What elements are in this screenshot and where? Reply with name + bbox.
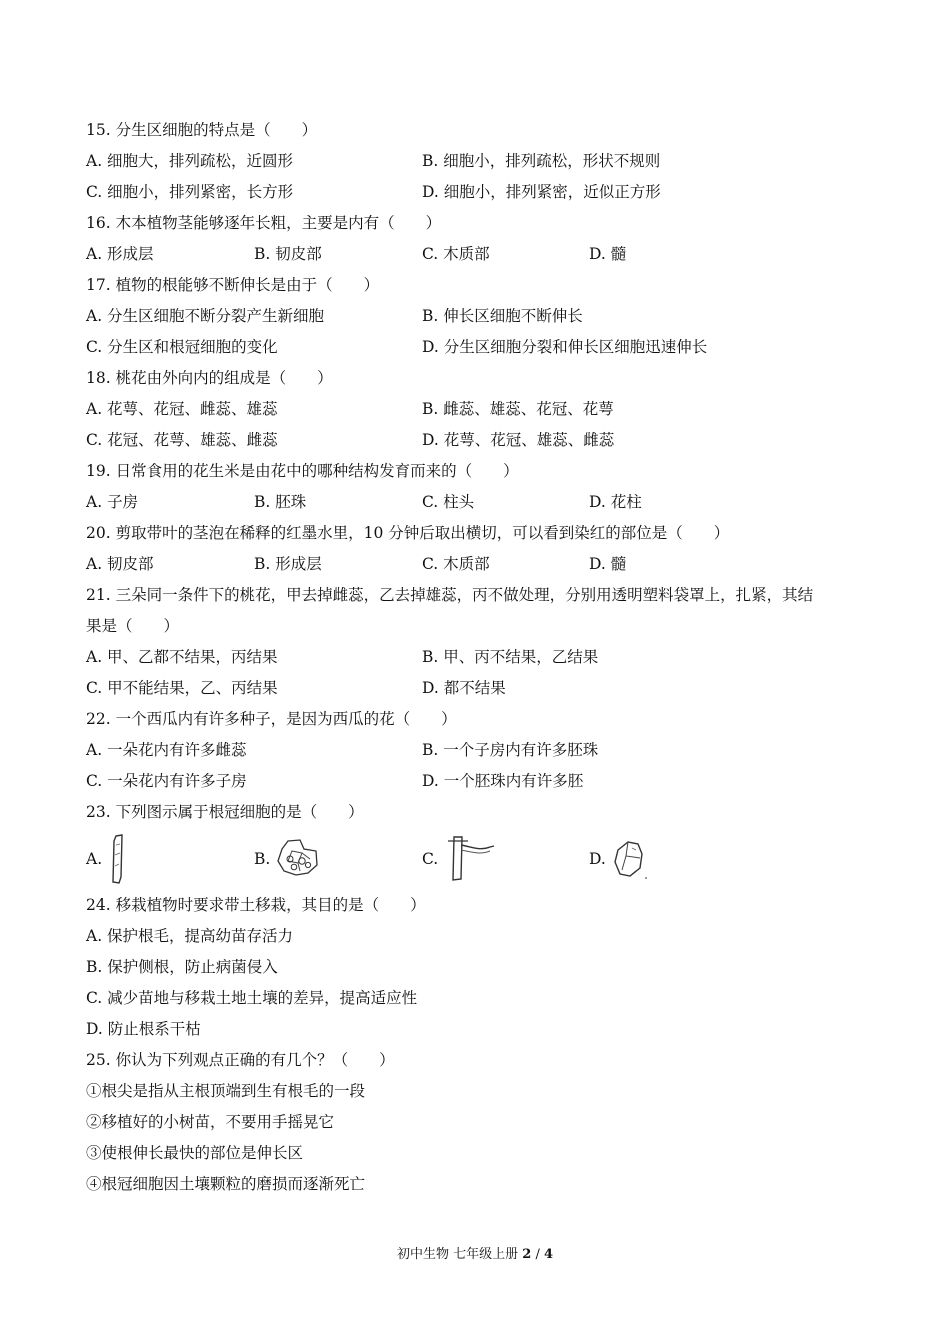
question-22-stem: 22. 一个西瓜内有许多种子，是因为西瓜的花（ ） xyxy=(86,710,457,728)
question-19-stem: 19. 日常食用的花生米是由花中的哪种结构发育而来的（ ） xyxy=(86,462,519,480)
root-hair-cell-figure xyxy=(442,833,502,885)
question-19-option-a: A. 子房 xyxy=(86,493,139,511)
question-20-stem: 20. 剪取带叶的茎泡在稀释的红墨水里，10 分钟后取出横切，可以看到染红的部位是（ ） xyxy=(86,524,730,542)
footer-subject: 初中生物 七年级上册 xyxy=(396,1247,519,1262)
question-19-option-c: C. 柱头 xyxy=(422,493,475,511)
question-16-options xyxy=(86,239,876,270)
elongated-cell-figure xyxy=(106,833,130,885)
question-21-option-b: B. 甲、丙不结果，乙结果 xyxy=(422,648,599,666)
question-23-figure-options xyxy=(86,828,876,890)
question-23-option-a-label: A. xyxy=(86,850,103,868)
question-16-option-c: C. 木质部 xyxy=(422,245,490,263)
question-19-options xyxy=(86,487,876,518)
question-20-option-d: D. 髓 xyxy=(589,555,627,573)
page-footer xyxy=(0,1243,950,1262)
question-18-options-row2 xyxy=(86,425,876,456)
question-20-option-a: A. 韧皮部 xyxy=(86,555,154,573)
question-22-option-c: C. 一朵花内有许多子房 xyxy=(86,772,247,790)
question-15-option-b: B. 细胞小，排列疏松，形状不规则 xyxy=(422,152,661,170)
question-22-options-row2 xyxy=(86,766,876,797)
question-19-option-d: D. 花柱 xyxy=(589,493,642,511)
question-17-stem: 17. 植物的根能够不断伸长是由于（ ） xyxy=(86,276,380,294)
question-23-option-b xyxy=(254,828,320,890)
question-18-option-c: C. 花冠、花萼、雄蕊、雌蕊 xyxy=(86,431,278,449)
question-15-option-a: A. 细胞大，排列疏松，近圆形 xyxy=(86,152,294,170)
question-16-option-a: A. 形成层 xyxy=(86,245,154,263)
question-23-option-c xyxy=(422,828,502,890)
question-21-options-row1 xyxy=(86,642,876,673)
question-20-options xyxy=(86,549,876,580)
question-24-option-a: A. 保护根毛，提高幼苗存活力 xyxy=(86,927,294,945)
question-18-stem: 18. 桃花由外向内的组成是（ ） xyxy=(86,369,333,387)
question-22-option-d: D. 一个胚珠内有许多胚 xyxy=(422,772,584,790)
question-23-option-d-label: D. xyxy=(589,850,606,868)
question-16-option-d: D. 髓 xyxy=(589,245,627,263)
question-24-option-c: C. 减少苗地与移栽土地土壤的差异，提高适应性 xyxy=(86,989,418,1007)
question-23-option-b-label: B. xyxy=(254,850,271,868)
question-17-options-row1 xyxy=(86,301,876,332)
question-25-statement-3: ③使根伸长最快的部位是伸长区 xyxy=(86,1144,304,1162)
footer-separator: / xyxy=(531,1247,544,1262)
cell-cluster-figure xyxy=(274,837,320,881)
footer-page-number: 2 xyxy=(522,1247,532,1262)
question-22-options-row1 xyxy=(86,735,876,766)
question-21-option-a: A. 甲、乙都不结果，丙结果 xyxy=(86,648,278,666)
question-25-statement-1: ①根尖是指从主根顶端到生有根毛的一段 xyxy=(86,1082,366,1100)
question-15-option-c: C. 细胞小，排列紧密，长方形 xyxy=(86,183,294,201)
question-21-stem-line2: 果是（ ） xyxy=(86,617,180,635)
question-25-statement-4: ④根冠细胞因土壤颗粒的磨损而逐渐死亡 xyxy=(86,1175,366,1193)
root-cap-cell-figure xyxy=(610,836,650,882)
question-23-option-c-label: C. xyxy=(422,850,439,868)
question-18-option-d: D. 花萼、花冠、雄蕊、雌蕊 xyxy=(422,431,615,449)
question-23-option-d xyxy=(589,828,650,890)
question-24-stem: 24. 移栽植物时要求带土移栽，其目的是（ ） xyxy=(86,896,426,914)
question-17-option-d: D. 分生区细胞分裂和伸长区细胞迅速伸长 xyxy=(422,338,708,356)
question-19-option-b: B. 胚珠 xyxy=(254,493,307,511)
question-21-options-row2 xyxy=(86,673,876,704)
question-17-option-a: A. 分生区细胞不断分裂产生新细胞 xyxy=(86,307,325,325)
question-15-options-row1 xyxy=(86,146,876,177)
question-22-option-a: A. 一朵花内有许多雌蕊 xyxy=(86,741,247,759)
question-24-option-b: B. 保护侧根，防止病菌侵入 xyxy=(86,958,278,976)
footer-total-pages: 4 xyxy=(543,1247,554,1262)
question-24-option-d: D. 防止根系干枯 xyxy=(86,1020,201,1038)
question-17-option-b: B. 伸长区细胞不断伸长 xyxy=(422,307,583,325)
question-21-option-c: C. 甲不能结果，乙、丙结果 xyxy=(86,679,278,697)
question-15-stem: 15. 分生区细胞的特点是（ ） xyxy=(86,121,318,139)
question-21-option-d: D. 都不结果 xyxy=(422,679,506,697)
question-25-statement-2: ②移植好的小树苗，不要用手摇晃它 xyxy=(86,1113,335,1131)
question-15-option-d: D. 细胞小，排列紧密，近似正方形 xyxy=(422,183,661,201)
question-20-option-c: C. 木质部 xyxy=(422,555,490,573)
question-21-stem-line1: 21. 三朵同一条件下的桃花，甲去掉雌蕊，乙去掉雄蕊，丙不做处理，分别用透明塑料袋罩上，扎紧，其结 xyxy=(86,586,814,604)
question-15-options-row2 xyxy=(86,177,876,208)
question-23-option-a xyxy=(86,828,130,890)
question-22-option-b: B. 一个子房内有许多胚珠 xyxy=(422,741,599,759)
question-18-option-a: A. 花萼、花冠、雌蕊、雄蕊 xyxy=(86,400,278,418)
question-16-stem: 16. 木本植物茎能够逐年长粗，主要是内有（ ） xyxy=(86,214,442,232)
question-list xyxy=(86,115,876,1200)
question-20-option-b: B. 形成层 xyxy=(254,555,322,573)
question-23-stem: 23. 下列图示属于根冠细胞的是（ ） xyxy=(86,803,364,821)
question-17-option-c: C. 分生区和根冠细胞的变化 xyxy=(86,338,278,356)
question-16-option-b: B. 韧皮部 xyxy=(254,245,322,263)
question-25-stem: 25. 你认为下列观点正确的有几个？（ ） xyxy=(86,1051,395,1069)
question-18-option-b: B. 雌蕊、雄蕊、花冠、花萼 xyxy=(422,400,614,418)
question-17-options-row2 xyxy=(86,332,876,363)
question-18-options-row1 xyxy=(86,394,876,425)
